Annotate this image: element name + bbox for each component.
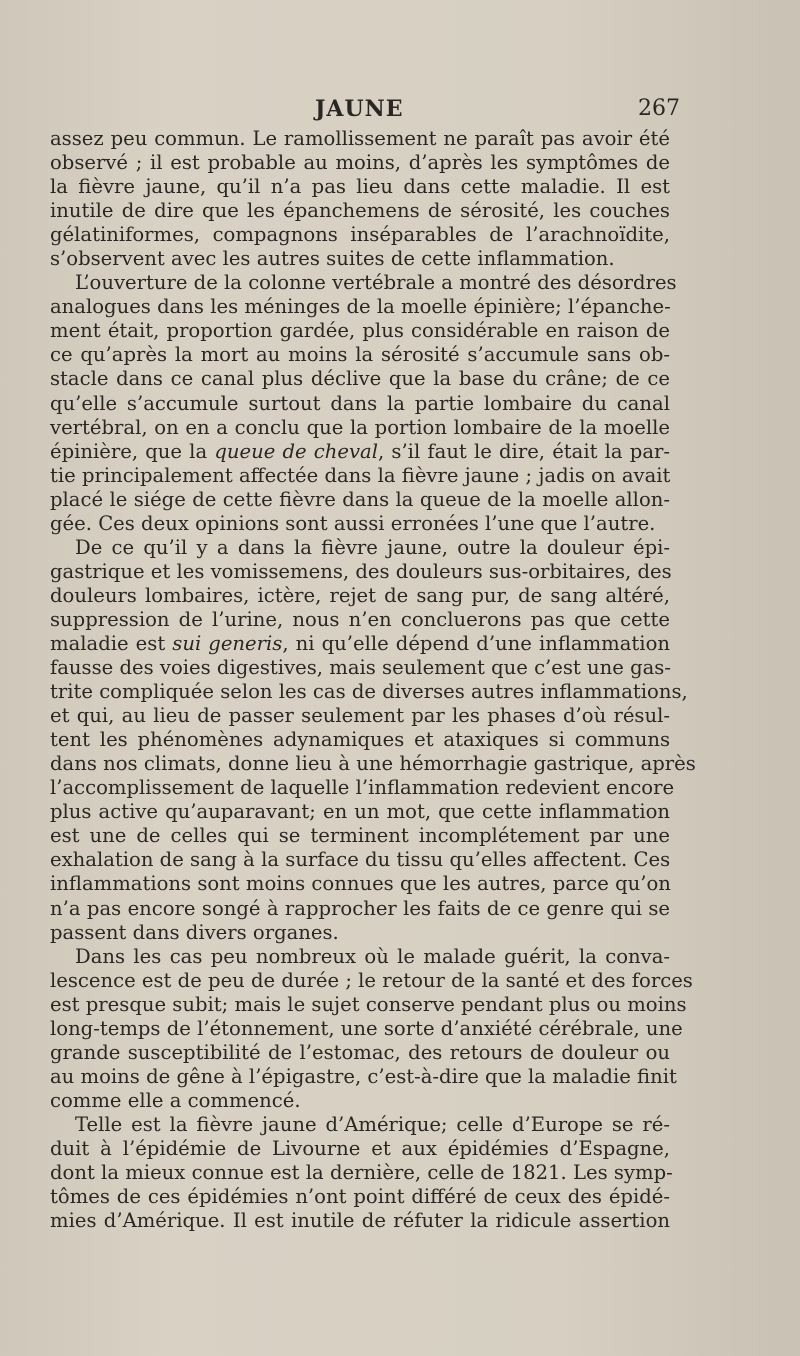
text-line: duit à l’épidémie de Livourne et aux épidémies d’Espagne, bbox=[50, 1136, 670, 1160]
text-line: et qui, au lieu de passer seulement par les phases d’où résul- bbox=[50, 704, 670, 728]
page-number: 267 bbox=[638, 96, 680, 121]
text-line bbox=[50, 440, 670, 464]
text-line: n’a pas encore songé à rapprocher les faits de ce genre qui se bbox=[50, 896, 670, 920]
text-line: gélatiniformes, compagnons inséparables de l’arachnoïdite, bbox=[50, 223, 670, 247]
text-line: dans nos climats, donne lieu à une hémorrhagie gastrique, après bbox=[50, 752, 696, 776]
text-line: L’ouverture de la colonne vertébrale a montré des désordres bbox=[75, 271, 677, 295]
text-line: tent les phénomènes adynamiques et ataxiques si communs bbox=[50, 728, 670, 752]
text-line: au moins de gêne à l’épigastre, c’est-à-dire que la maladie finit bbox=[50, 1064, 677, 1088]
text-line: analogues dans les méninges de la moelle épinière; l’épanche- bbox=[50, 295, 671, 319]
text-line: vertébral, on en a conclu que la portion lombaire de la moelle bbox=[50, 415, 670, 439]
text-line: comme elle a commencé. bbox=[50, 1088, 301, 1112]
text-line: la fièvre jaune, qu’il n’a pas lieu dans cette maladie. Il est bbox=[50, 175, 670, 199]
text-line bbox=[50, 632, 670, 656]
text-line: tie principalement affectée dans la fièvre jaune ; jadis on avait bbox=[50, 463, 671, 487]
text-line: Telle est la fièvre jaune d’Amérique; celle d’Europe se ré- bbox=[75, 1112, 670, 1136]
text-line: est une de celles qui se terminent incomplétement par une bbox=[50, 824, 670, 848]
text-line: passent dans divers organes. bbox=[50, 920, 339, 944]
italic-term: sui generis bbox=[172, 631, 283, 655]
text-line: grande susceptibilité de l’estomac, des retours de douleur ou bbox=[50, 1040, 670, 1064]
text-line: trite compliquée selon les cas de diverses autres inflammations, bbox=[50, 680, 688, 704]
page-header bbox=[50, 96, 680, 126]
text-segment: maladie est bbox=[50, 631, 173, 655]
text-line: mies d’Amérique. Il est inutile de réfuter la ridicule assertion bbox=[50, 1209, 670, 1233]
text-line: inflammations sont moins connues que les autres, parce qu’on bbox=[50, 872, 671, 896]
italic-term: queue de cheval bbox=[214, 439, 378, 463]
text-segment: , ni qu’elle dépend d’une inflammation bbox=[282, 631, 670, 655]
text-segment: épinière, que la bbox=[50, 439, 215, 463]
text-line: De ce qu’il y a dans la fièvre jaune, outre la douleur épi- bbox=[75, 535, 670, 559]
text-line: qu’elle s’accumule surtout dans la partie lombaire du canal bbox=[50, 391, 670, 415]
text-line: ce qu’après la mort au moins la sérosité s’accumule sans ob- bbox=[50, 343, 670, 367]
text-line: stacle dans ce canal plus déclive que la base du crâne; de ce bbox=[50, 367, 670, 391]
text-line: ment était, proportion gardée, plus considérable en raison de bbox=[50, 319, 670, 343]
running-title: JAUNE bbox=[315, 96, 404, 122]
text-line: long-temps de l’étonnement, une sorte d’anxiété cérébrale, une bbox=[50, 1016, 683, 1040]
text-line: inutile de dire que les épanchemens de sérosité, les couches bbox=[50, 199, 670, 223]
text-line: fausse des voies digestives, mais seulement que c’est une gas- bbox=[50, 656, 671, 680]
text-line: s’observent avec les autres suites de cette inflammation. bbox=[50, 247, 615, 271]
text-line: placé le siége de cette fièvre dans la queue de la moelle allon- bbox=[50, 487, 670, 511]
text-line: gée. Ces deux opinions sont aussi erronées l’une que l’autre. bbox=[50, 511, 656, 535]
text-line: est presque subit; mais le sujet conserve pendant plus ou moins bbox=[50, 992, 687, 1016]
text-line: assez peu commun. Le ramollissement ne paraît pas avoir été bbox=[50, 127, 670, 150]
text-line: lescence est de peu de durée ; le retour de la santé et des forces bbox=[50, 968, 693, 992]
text-line: gastrique et les vomissemens, des douleurs sus-orbitaires, des bbox=[50, 559, 672, 583]
text-line: Dans les cas peu nombreux où le malade guérit, la conva- bbox=[75, 944, 670, 968]
text-line: l’accomplissement de laquelle l’inflammation redevient encore bbox=[50, 776, 675, 800]
body-text bbox=[50, 127, 696, 1233]
text-line: exhalation de sang à la surface du tissu qu’elles affectent. Ces bbox=[50, 848, 671, 872]
text-line: dont la mieux connue est la dernière, celle de 1821. Les symp- bbox=[50, 1161, 673, 1185]
text-line: observé ; il est probable au moins, d’après les symptômes de bbox=[50, 151, 670, 175]
text-line: suppression de l’urine, nous n’en concluerons pas que cette bbox=[50, 607, 670, 631]
text-line: tômes de ces épidémies n’ont point différé de ceux des épidé- bbox=[50, 1185, 670, 1209]
text-segment: , s’il faut le dire, était la par- bbox=[377, 439, 670, 463]
text-line: douleurs lombaires, ictère, rejet de sang pur, de sang altéré, bbox=[50, 583, 670, 607]
text-line: plus active qu’auparavant; en un mot, que cette inflammation bbox=[50, 800, 670, 824]
